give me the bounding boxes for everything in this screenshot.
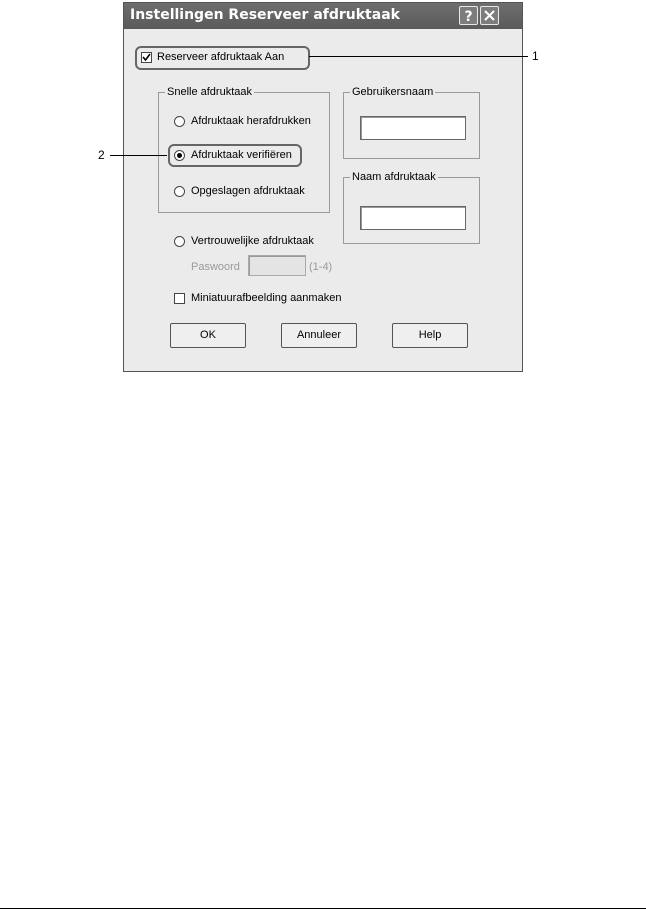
username-legend: Gebruikersnaam — [352, 86, 434, 98]
reprint-job-label: Afdruktaak herafdrukken — [191, 115, 311, 127]
password-input[interactable] — [248, 255, 306, 276]
callout-2-line — [110, 155, 167, 156]
dialog-title: Instellingen Reserveer afdruktaak — [130, 7, 400, 23]
radio-dot — [177, 153, 182, 158]
callout-2-number: 2 — [98, 148, 105, 162]
username-input[interactable] — [360, 116, 466, 140]
thumbnail-checkbox[interactable] — [174, 293, 185, 304]
confidential-job-radio[interactable] — [174, 236, 185, 247]
thumbnail-label: Miniatuurafbeelding aanmaken — [191, 292, 342, 304]
close-button[interactable] — [480, 6, 499, 25]
reprint-job-radio[interactable] — [174, 116, 185, 127]
reserve-job-settings-dialog — [123, 2, 523, 372]
quick-job-legend: Snelle afdruktaak — [167, 86, 252, 98]
callout-1-number: 1 — [532, 49, 539, 63]
footer-rule — [0, 908, 646, 909]
title-bar — [124, 3, 522, 29]
checkmark-icon — [142, 53, 151, 62]
job-name-input[interactable] — [360, 206, 466, 230]
confidential-job-label: Vertrouwelijke afdruktaak — [191, 235, 314, 247]
reserve-job-checkbox[interactable] — [141, 52, 152, 63]
stored-job-label: Opgeslagen afdruktaak — [191, 185, 305, 197]
reserve-job-label: Reserveer afdruktaak Aan — [157, 51, 285, 63]
password-label: Paswoord — [191, 261, 240, 273]
svg-text:?: ? — [464, 9, 473, 23]
password-hint: (1-4) — [309, 261, 333, 273]
job-name-legend: Naam afdruktaak — [352, 171, 436, 183]
question-icon — [461, 8, 476, 23]
verify-job-radio[interactable] — [174, 150, 185, 161]
help-button[interactable]: Help — [392, 323, 468, 348]
cancel-button[interactable]: Annuleer — [281, 323, 357, 348]
callout-1-line — [309, 56, 528, 57]
verify-job-label: Afdruktaak verifiëren — [191, 149, 292, 161]
stored-job-radio[interactable] — [174, 186, 185, 197]
close-icon — [482, 8, 497, 23]
ok-button[interactable]: OK — [170, 323, 246, 348]
help-title-button[interactable] — [459, 6, 478, 25]
